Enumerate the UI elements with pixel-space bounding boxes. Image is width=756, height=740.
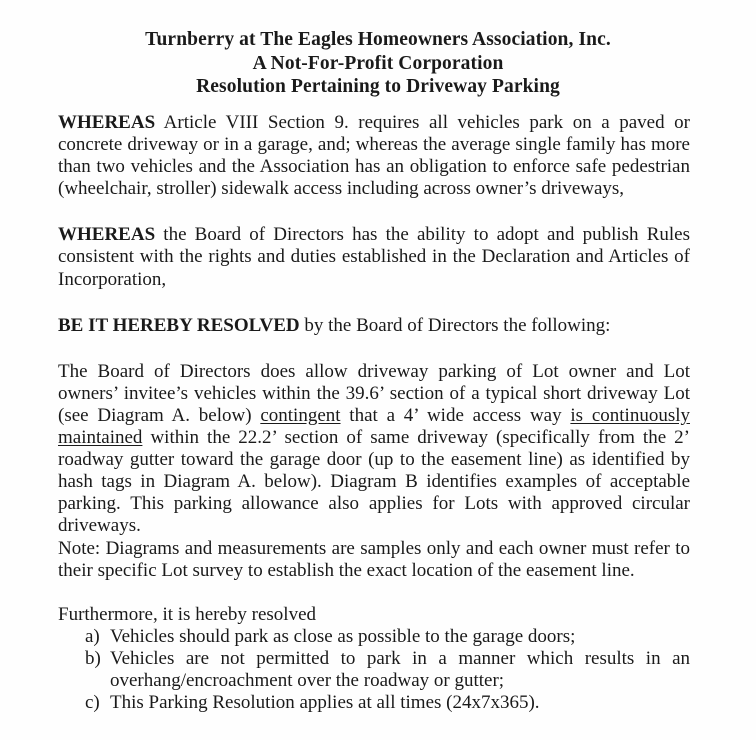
list-item <box>58 626 690 648</box>
list-item-text: Vehicles are not permitted to park in a manner which results in an overhang/encroachment over the roadway or gutter; <box>110 647 690 691</box>
resolution-clause-list <box>58 626 690 714</box>
main-paragraph-underline-continuously-maintained: is continuously maintained <box>58 404 690 449</box>
list-item-marker: a) <box>85 625 100 647</box>
document-body <box>58 112 690 714</box>
whereas-2-lead: WHEREAS <box>58 224 156 246</box>
document-heading <box>0 0 756 99</box>
heading-line-corporation-type: A Not-For-Profit Corporation <box>252 52 504 74</box>
spacer <box>58 337 690 361</box>
spacer <box>58 291 690 315</box>
resolved-text: by the Board of Directors the following: <box>299 314 611 336</box>
paragraph-be-it-hereby-resolved <box>58 315 690 337</box>
resolved-lead: BE IT HEREBY RESOLVED <box>58 314 300 336</box>
whereas-2-text: the Board of Directors has the ability to adopt and publish Rules consistent with the rights and duties established in the Declaration and Articles of Incorporation, <box>58 224 690 290</box>
list-item-marker: c) <box>85 692 100 714</box>
paragraph-furthermore-intro: Furthermore, it is hereby resolved <box>58 603 317 625</box>
list-item <box>58 692 690 714</box>
whereas-1-text: Article VIII Section 9. requires all vehicles park on a paved or concrete driveway or in a garage, and; whereas the average single family has more than two vehicles and the Association has an obligation to enforce safe pedestrian (wheelchair, stroller) sidewalk access including across owner’s driveways, <box>58 112 690 200</box>
main-paragraph-underline-contingent: contingent <box>260 404 341 426</box>
heading-line-resolution-subject: Resolution Pertaining to Driveway Parking <box>196 76 560 97</box>
spacer <box>58 582 690 604</box>
list-item-text: Vehicles should park as close as possible to the garage doors; <box>110 625 576 647</box>
heading-line-organization: Turnberry at The Eagles Homeowners Association, Inc. <box>145 29 611 50</box>
paragraph-whereas-board-authority <box>58 224 690 290</box>
list-item-text: This Parking Resolution applies at all times (24x7x365). <box>110 692 540 714</box>
paragraph-driveway-parking-allowance <box>58 361 690 538</box>
spacer <box>58 200 690 224</box>
main-paragraph-part-1: The Board of Directors does allow driveway parking of Lot owner and Lot owners’ invitee’s vehicles within the 39.6’ section of a typical short driveway Lot (see Diagram A. below) <box>58 360 690 426</box>
paragraph-whereas-article-viii <box>58 112 690 200</box>
main-paragraph-part-2: that a 4’ wide access way <box>340 404 571 426</box>
main-paragraph-part-3: within the 22.2’ section of same driveway (specifically from the 2’ roadway gutter toward the garage door (up to the easement line) as identified by hash tags in Diagram A. below). Diagram B identifies examples of acceptable parking. This parking allowance also applies for Lots with approved circular driveways. <box>58 427 690 537</box>
list-item-marker: b) <box>85 647 101 669</box>
whereas-1-lead: WHEREAS <box>58 112 156 133</box>
paragraph-note-diagrams-disclaimer: Note: Diagrams and measurements are samples only and each owner must refer to their specific Lot survey to establish the exact location of the easement line. <box>58 537 690 581</box>
list-item <box>58 648 690 692</box>
